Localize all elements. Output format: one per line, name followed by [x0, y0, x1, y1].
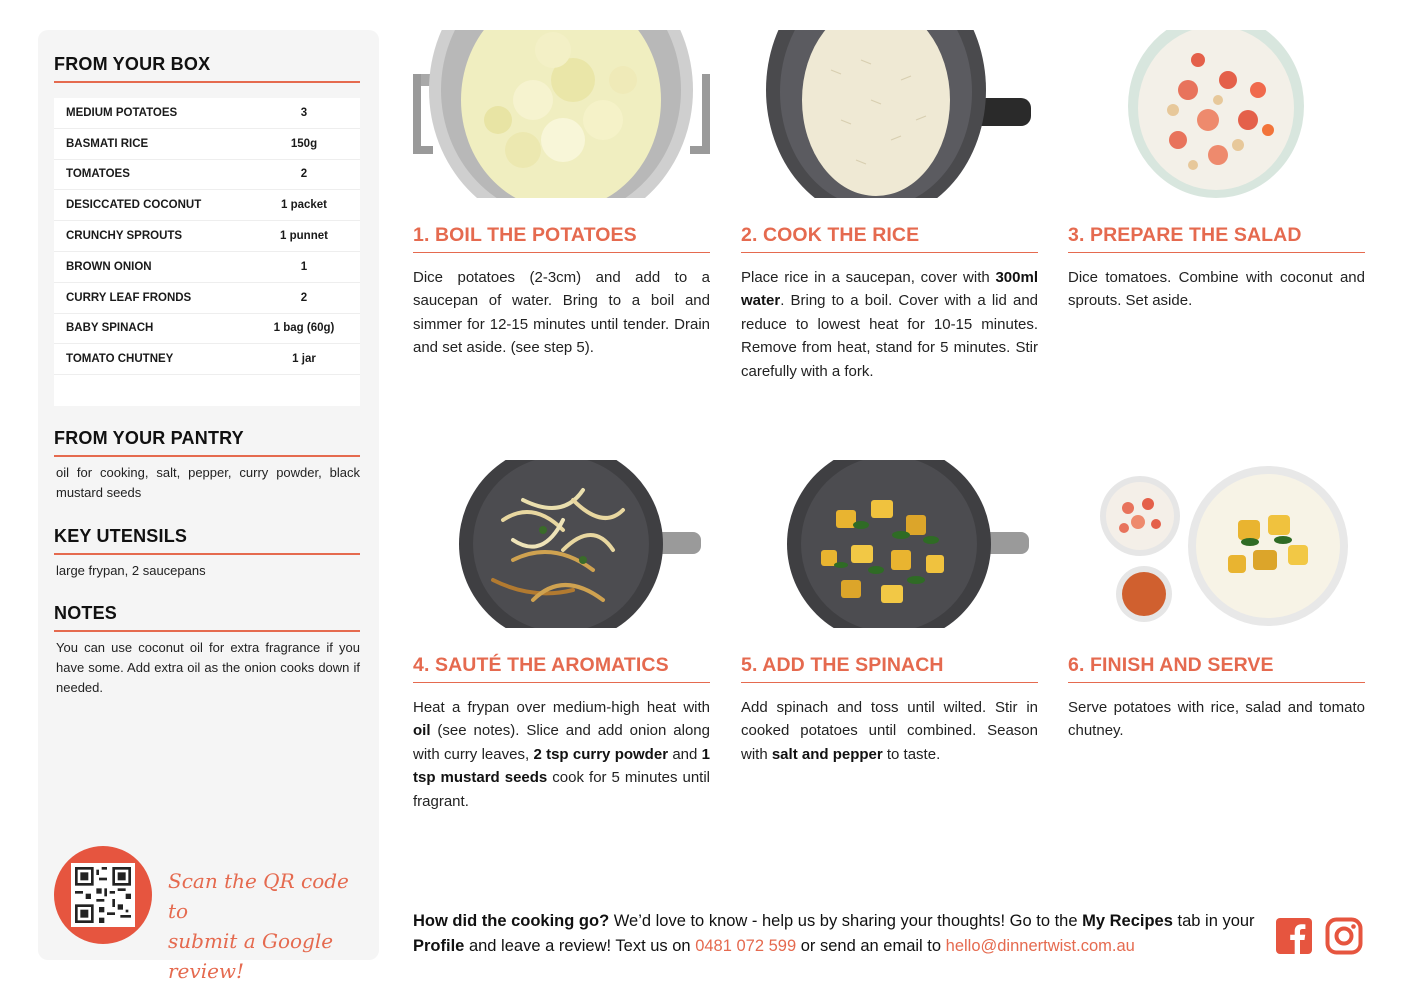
box-ingredient-name: TOMATO CHUTNEY	[66, 353, 174, 366]
pantry-title: FROM YOUR PANTRY	[54, 428, 360, 457]
box-ingredient-name: BROWN ONION	[66, 260, 152, 273]
step-2-text	[741, 266, 1038, 383]
box-ingredient-row	[54, 283, 360, 314]
box-ingredient-qty: 1 jar	[292, 353, 316, 366]
qr-caption-line1: Scan the QR code to	[168, 869, 349, 923]
box-ingredient-name: DESICCATED COCONUT	[66, 199, 202, 212]
instagram-icon[interactable]	[1325, 917, 1363, 955]
box-ingredient-qty: 2	[300, 168, 308, 181]
footer-phone-link[interactable]: 0481 072 599	[695, 937, 797, 955]
step-text-bold: oil	[413, 722, 431, 740]
box-ingredient-name: BASMATI RICE	[66, 137, 149, 150]
box-ingredient-row	[54, 314, 360, 345]
step-text-bold: 1 tsp mustard seeds	[413, 745, 710, 787]
step-4-title: 4. SAUTÉ THE AROMATICS	[413, 654, 710, 683]
step-text-bold: 300ml water	[741, 269, 1038, 310]
step-text-part: Heat a frypan over medium-high heat with	[413, 699, 710, 716]
notes-title: NOTES	[54, 603, 360, 632]
step-6-image	[1068, 460, 1365, 628]
step-5-text	[741, 696, 1038, 766]
step-text-part: Place rice in a saucepan, cover with	[741, 269, 996, 286]
box-ingredient-row	[54, 160, 360, 191]
step-text-part: Add spinach and toss until wilted. Stir in cooked potatoes until combined. Season with	[741, 699, 1038, 763]
step-1-title: 1. BOIL THE POTATOES	[413, 224, 710, 253]
footer-my-recipes: My Recipes	[1082, 912, 1173, 930]
qr-code-icon[interactable]	[71, 863, 135, 927]
box-ingredient-row	[54, 221, 360, 252]
step-5-image	[741, 460, 1038, 628]
footer-text-1: We’d love to know - help us by sharing your thoughts! Go to the	[609, 912, 1083, 930]
box-ingredient-qty: 1 punnet	[280, 230, 328, 243]
step-text-part: Dice potatoes (2-3cm) and add to a saucepan of water. Bring to a boil and simmer for 12-15 minutes until tender. Drain and set aside. (see step 5).	[413, 269, 710, 357]
box-ingredient-name: BABY SPINACH	[66, 322, 154, 335]
step-5-title: 5. ADD THE SPINACH	[741, 654, 1038, 683]
footer-email-link[interactable]: hello@dinnertwist.com.au	[945, 937, 1135, 955]
box-ingredient-row	[54, 129, 360, 160]
step-4-image	[413, 460, 710, 628]
step-text-part: and	[668, 745, 702, 763]
step-3-text	[1068, 266, 1365, 313]
pantry-text: oil for cooking, salt, pepper, curry powder, black mustard seeds	[56, 465, 360, 500]
box-ingredient-qty: 3	[300, 106, 308, 119]
footer-text-2: tab in your	[1172, 912, 1255, 930]
step-1-text	[413, 266, 710, 360]
step-1-image	[413, 30, 710, 198]
box-ingredient-qty: 1 packet	[280, 199, 328, 212]
footer-question: How did the cooking go?	[413, 912, 610, 930]
step-text-part: to taste.	[882, 745, 941, 763]
step-text-part: Serve potatoes with rice, salad and tomato chutney.	[1068, 699, 1365, 740]
box-ingredient-row	[54, 98, 360, 129]
ingredients-sidebar	[38, 30, 379, 983]
step-text-bold: 2 tsp curry powder	[533, 745, 669, 763]
facebook-icon[interactable]	[1275, 917, 1313, 955]
feedback-footer	[413, 909, 1263, 959]
qr-caption-line2: submit a Google review!	[168, 929, 334, 983]
step-text-part: Dice tomatoes. Combine with coconut and sprouts. Set aside.	[1068, 269, 1365, 310]
qr-caption	[168, 866, 368, 986]
utensils-title: KEY UTENSILS	[54, 526, 360, 555]
step-4-text	[413, 696, 710, 813]
footer-text-3: and leave a review! Text us on	[464, 937, 696, 955]
notes-text: You can use coconut oil for extra fragrance if you have some. Add extra oil as the onion cooks down if needed.	[56, 640, 360, 695]
box-ingredient-name: CRUNCHY SPROUTS	[66, 230, 183, 243]
step-3-image	[1068, 30, 1365, 198]
box-ingredient-qty: 150g	[290, 137, 318, 150]
box-ingredient-name: CURRY LEAF FRONDS	[66, 291, 192, 304]
step-text-part: cook for 5 minutes until fragrant.	[413, 769, 710, 810]
step-6-text	[1068, 696, 1365, 743]
step-6-title: 6. FINISH AND SERVE	[1068, 654, 1365, 683]
step-2-image	[741, 30, 1038, 198]
box-ingredient-name: TOMATOES	[66, 168, 130, 181]
box-ingredient-row	[54, 190, 360, 221]
box-ingredient-row	[54, 344, 360, 375]
box-ingredient-qty: 2	[300, 291, 308, 304]
utensils-text: large frypan, 2 saucepans	[56, 563, 206, 578]
box-ingredients-table	[54, 98, 360, 406]
box-ingredient-qty: 1 bag (60g)	[273, 322, 335, 335]
box-ingredient-qty: 1	[300, 260, 308, 273]
box-ingredient-name: MEDIUM POTATOES	[66, 106, 178, 119]
footer-text-4: or send an email to	[796, 937, 946, 955]
step-3-title: 3. PREPARE THE SALAD	[1068, 224, 1365, 253]
box-title: FROM YOUR BOX	[54, 54, 360, 83]
qr-badge[interactable]	[54, 846, 152, 944]
step-text-part: (see notes). Slice and add onion along with curry leaves,	[413, 722, 710, 763]
footer-profile: Profile	[413, 937, 465, 955]
step-text-bold: salt and pepper	[771, 745, 883, 763]
box-ingredient-row	[54, 252, 360, 283]
step-text-part: . Bring to a boil. Cover with a lid and reduce to lowest heat for 10-15 minutes. Remove from heat, stand for 5 minutes. Stir carefully with a fork.	[741, 292, 1038, 380]
step-2-title: 2. COOK THE RICE	[741, 224, 1038, 253]
